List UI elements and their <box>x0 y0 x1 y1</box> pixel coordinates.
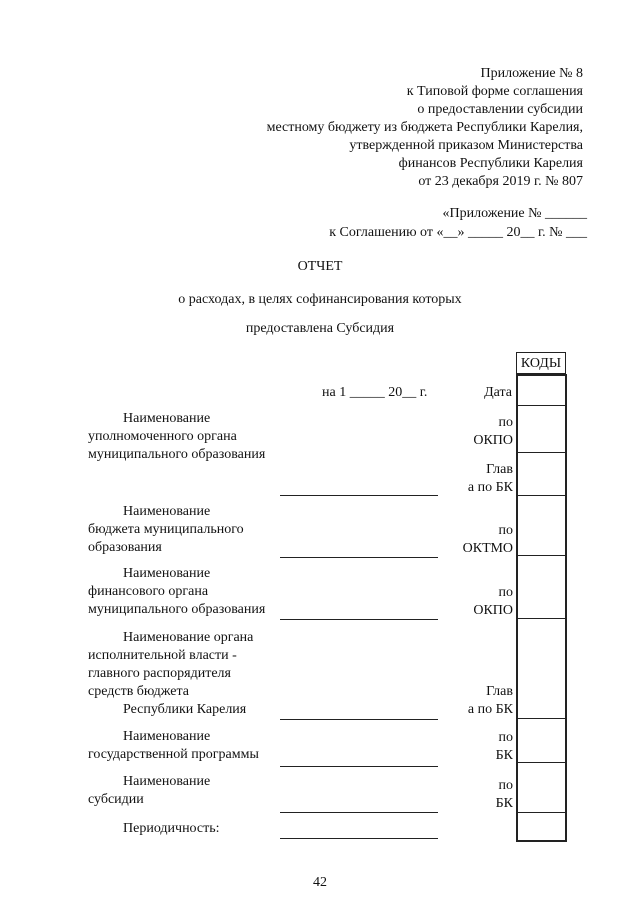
program-code-label-1: по <box>498 730 513 745</box>
subsidy-label-2: субсидии <box>88 792 144 807</box>
appendix-line-6: финансов Республики Карелия <box>398 156 583 171</box>
date-line: на 1 _____ 20__ г. <box>322 385 428 400</box>
program-label-2: государственной программы <box>88 747 259 762</box>
codes-divider <box>516 405 567 406</box>
finance-org-input-line[interactable] <box>280 619 438 620</box>
appendix-line-5: утвержденной приказом Министерства <box>349 138 583 153</box>
codes-column <box>516 374 567 842</box>
appendix-line-2: к Типовой форме соглашения <box>406 84 583 99</box>
budget-label-3: образования <box>88 540 162 555</box>
codes-header: КОДЫ <box>516 352 566 374</box>
budget-label-2: бюджета муниципального <box>88 522 244 537</box>
okpo2-code-label-2: ОКПО <box>473 603 513 618</box>
date-label: Дата <box>484 385 512 400</box>
periodicity-label: Периодичность: <box>123 821 220 836</box>
okpo2-code-label-1: по <box>498 585 513 600</box>
okpo-code-label-2: ОКПО <box>473 433 513 448</box>
codes-divider <box>516 812 567 813</box>
codes-divider <box>516 452 567 453</box>
appendix-line-7: от 23 декабря 2019 г. № 807 <box>418 174 583 189</box>
report-subtitle-1: о расходах, в целях софинансирования которых <box>178 292 462 307</box>
report-subtitle-2: предоставлена Субсидия <box>245 321 395 336</box>
oktmo-code-label-2: ОКТМО <box>462 541 513 556</box>
executive-label-4: средств бюджета <box>88 684 190 699</box>
subsidy-code-label-2: БК <box>495 796 513 811</box>
glava2-code-label-1: Глав <box>486 684 513 699</box>
oktmo-code-label-1: по <box>498 523 513 538</box>
glava-code-label-1: Глав <box>486 462 513 477</box>
org-authorized-label-3: муниципального образования <box>88 447 266 462</box>
codes-divider <box>516 718 567 719</box>
report-title: ОТЧЕТ <box>297 259 343 274</box>
subsidy-label-1: Наименование <box>123 774 211 789</box>
program-label-1: Наименование <box>123 729 211 744</box>
executive-label-2: исполнительной власти - <box>88 648 237 663</box>
appendix-line-1: Приложение № 8 <box>480 66 583 81</box>
codes-divider <box>516 618 567 619</box>
executive-input-line[interactable] <box>280 719 438 720</box>
okpo-code-label-1: по <box>498 415 513 430</box>
finance-org-label-2: финансового органа <box>88 584 209 599</box>
budget-input-line[interactable] <box>280 557 438 558</box>
appendix-line-4: местному бюджету из бюджета Республики Карелия, <box>266 120 583 135</box>
executive-label-3: главного распорядителя <box>88 666 231 681</box>
glava-code-label-2: а по БК <box>467 480 513 495</box>
finance-org-label-3: муниципального образования <box>88 602 266 617</box>
executive-label-1: Наименование органа <box>123 630 254 645</box>
agreement-ref-line-1: «Приложение № ______ <box>442 206 587 221</box>
budget-label-1: Наименование <box>123 504 211 519</box>
glava2-code-label-2: а по БК <box>467 702 513 717</box>
codes-divider <box>516 495 567 496</box>
org-authorized-label-2: уполномоченного органа <box>88 429 237 444</box>
org-authorized-label-1: Наименование <box>123 411 211 426</box>
finance-org-label-1: Наименование <box>123 566 211 581</box>
program-input-line[interactable] <box>280 766 438 767</box>
agreement-ref-line-2: к Соглашению от «__» _____ 20__ г. № ___ <box>329 225 587 240</box>
codes-divider <box>516 762 567 763</box>
page-number: 42 <box>313 875 327 890</box>
appendix-line-3: о предоставлении субсидии <box>417 102 583 117</box>
periodicity-input-line[interactable] <box>280 838 438 839</box>
org-authorized-input-line[interactable] <box>280 495 438 496</box>
subsidy-input-line[interactable] <box>280 812 438 813</box>
executive-label-5: Республики Карелия <box>123 702 247 717</box>
codes-divider <box>516 555 567 556</box>
program-code-label-2: БК <box>495 748 513 763</box>
subsidy-code-label-1: по <box>498 778 513 793</box>
